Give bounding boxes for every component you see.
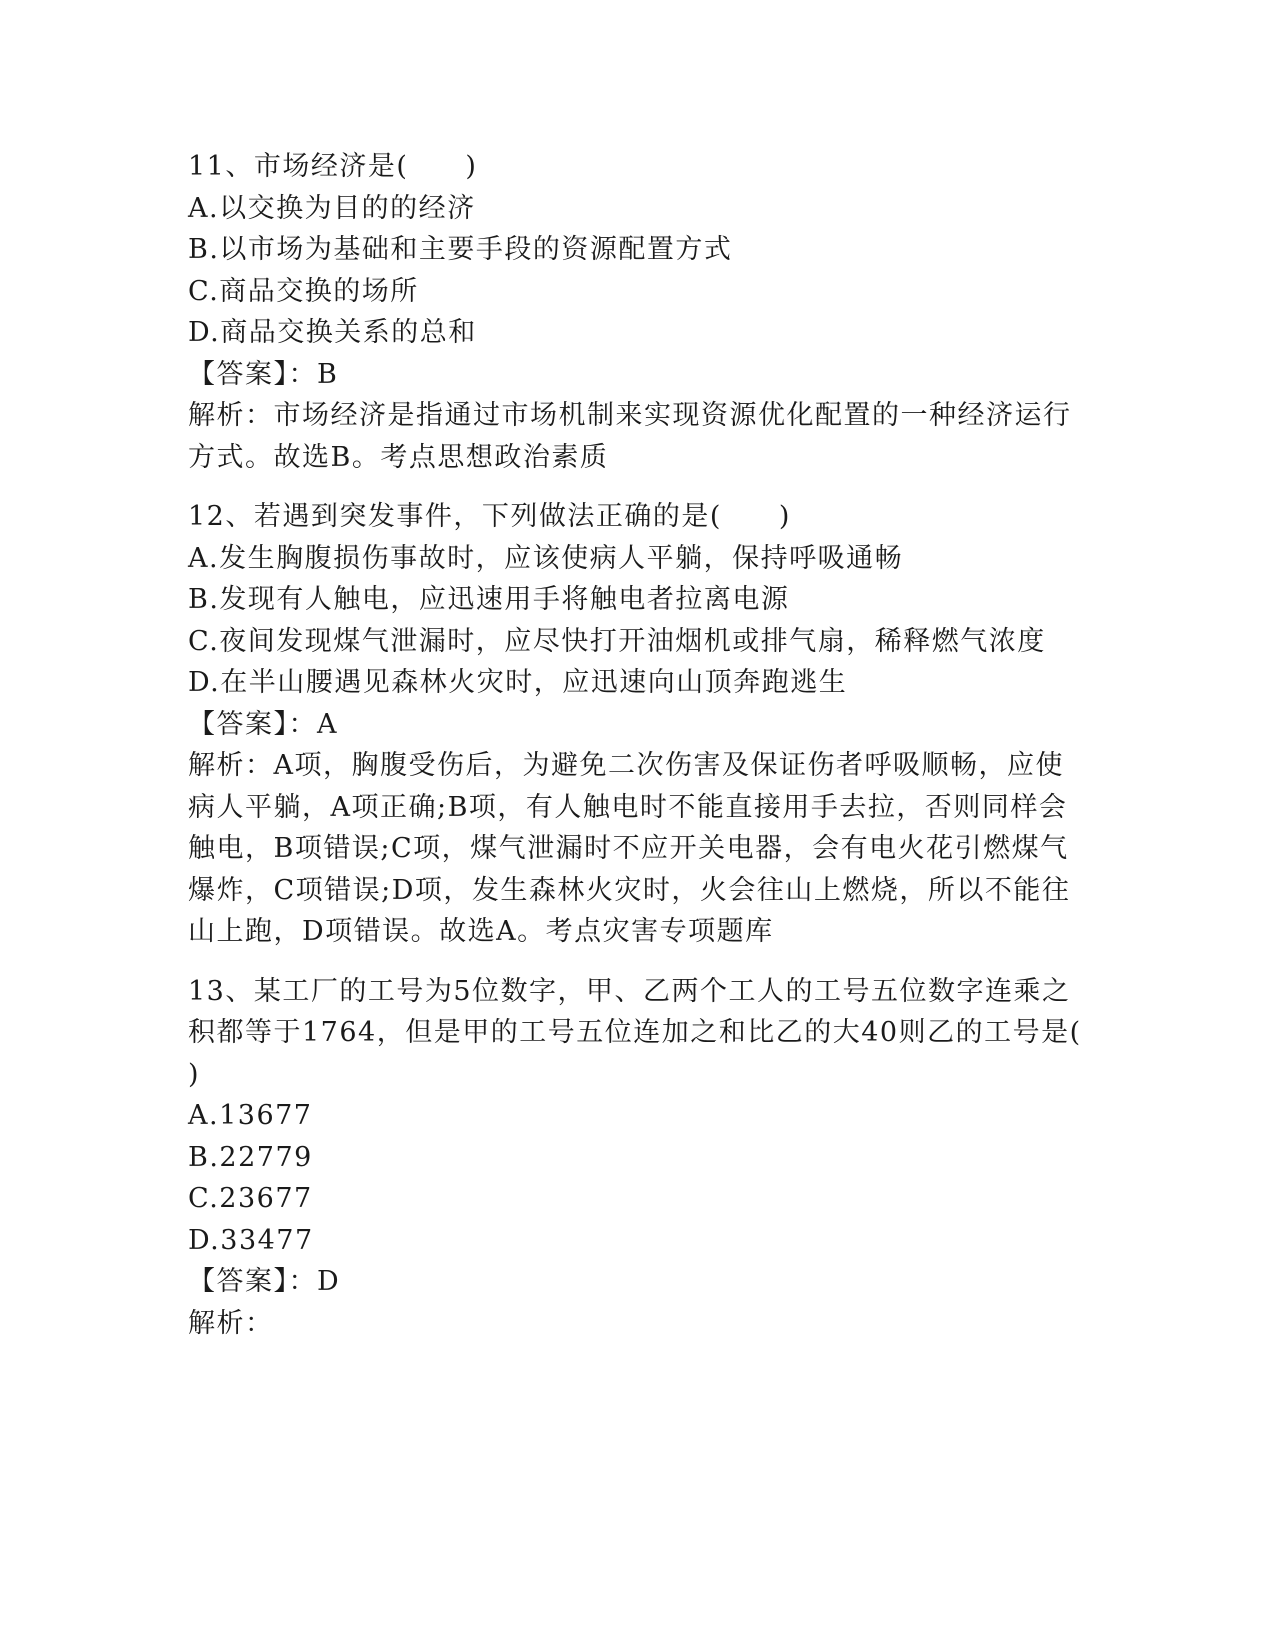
option-a: A.13677 [188, 1100, 313, 1131]
answer-line: 【答案】：D [188, 1266, 341, 1297]
option-d: D.33477 [188, 1224, 314, 1256]
question-11 [188, 146, 1088, 478]
option-b: B.22779 [188, 1141, 313, 1173]
analysis-text: 解析：A项，胸腹受伤后，为避免二次伤害及保证伤者呼吸顺畅，应使病人平躺，A项正确;B项，有人触电时不能直接用手去拉，否则同样会触电，B项错误;C项，煤气泄漏时不应开关电器，会有电火花引燃煤气爆炸，C项错误;D项，发生森林火灾时，火会往山上燃烧，所以不能往山上跑，D项错误。故选A。考点灾害专项题库 [188, 750, 1071, 947]
option-a: A.发生胸腹损伤事故时，应该使病人平躺，保持呼吸通畅 [188, 542, 904, 574]
option-b: B.发现有人触电，应迅速用手将触电者拉离电源 [188, 584, 790, 615]
document-page [188, 146, 1139, 1362]
option-b: B.以市场为基础和主要手段的资源配置方式 [188, 234, 733, 265]
question-stem: 12、若遇到突发事件，下列做法正确的是( ) [188, 501, 791, 532]
option-c: C.商品交换的场所 [188, 275, 419, 307]
question-12 [188, 496, 1088, 953]
option-c: C.夜间发现煤气泄漏时，应尽快打开油烟机或排气扇，稀释燃气浓度 [188, 625, 1046, 657]
question-13 [188, 971, 1139, 1345]
option-d: D.商品交换关系的总和 [188, 317, 477, 348]
answer-line: 【答案】：B [188, 358, 339, 390]
question-stem: 13、某工厂的工号为5位数字，甲、乙两个工人的工号五位数字连乘之积都等于1764，但是甲的工号五位连加之和比乙的大40则乙的工号是( ) [188, 975, 1139, 1090]
analysis-text: 解析： [188, 1307, 274, 1339]
option-c: C.23677 [188, 1183, 313, 1214]
option-d: D.在半山腰遇见森林火灾时，应迅速向山顶奔跑逃生 [188, 667, 848, 698]
option-a: A.以交换为目的的经济 [188, 192, 476, 224]
analysis-text: 解析：市场经济是指通过市场机制来实现资源优化配置的一种经济运行方式。故选B。考点思想政治素质 [188, 400, 1072, 473]
question-stem: 11、市场经济是( ) [188, 151, 478, 182]
answer-line: 【答案】：A [188, 708, 338, 740]
